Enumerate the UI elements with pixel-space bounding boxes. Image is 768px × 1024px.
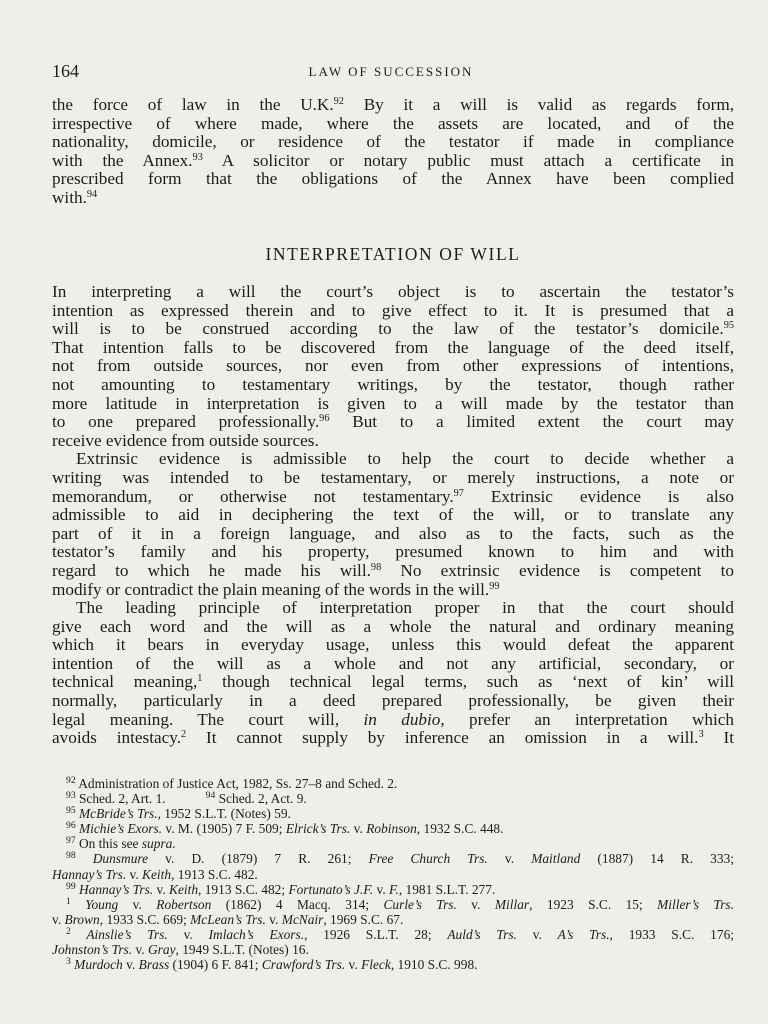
paragraph [52, 283, 734, 450]
text-line: In interpreting a will the court’s object is to ascertain the testator’s [52, 282, 734, 301]
text-line: testator’s family and his property, presumed known to him and with [52, 542, 734, 562]
text-line: intention as expressed therein and to give effect to it. It is presumed that a [52, 300, 734, 320]
text-line: Extrinsic evidence is admissible to help the court to decide whether a [76, 449, 734, 469]
footnote-ref: 1 [197, 673, 203, 685]
text-line: not from outside sources, nor even from other expressions of intentions, [52, 356, 734, 376]
section-heading: INTERPRETATION OF WILL [265, 244, 521, 264]
footnote-ref: 96 [319, 412, 330, 424]
text-line: writing was intended to be testamentary, or merely instructions, a note or [52, 467, 734, 487]
footnote-1: $^1$ Young v. Robertson (1862) 4 Macq. 314; Curle’s Trs. v. Millar, 1923 S.C. 15; Miller’s Trs. [66, 895, 734, 912]
text-line: to one prepared professionally.$^{96}$ But to a limited extent the court may [52, 412, 734, 432]
text-line: not amounting to testamentary writings, by the testator, though rather [52, 374, 734, 394]
page-number: 164 [52, 61, 79, 81]
footnote-ref: 98 [370, 561, 382, 573]
footnote-98: $^{98}$ Dunsmure v. D. (1879) 7 R. 261; Free Church Trs. v. Maitland (1887) 14 R. 333; [66, 850, 734, 867]
footnote-ref: 3 [698, 729, 704, 741]
footnote-ref: 95 [723, 320, 734, 331]
text-line: admissible to aid in deciphering the text of the will, or to translate any [52, 505, 734, 525]
text-line: will is to be construed according to the law of the testator’s domicile.$^{95}$ [52, 319, 734, 339]
text-line: regard to which he made his will.$^{98}$ No extrinsic evidence is competent to [52, 560, 734, 580]
text-line: The leading principle of interpretation proper in that the court should [76, 598, 734, 618]
footnote-2-cont: Johnston’s Trs. v. Gray, 1949 S.L.T. (Notes) 16. [52, 942, 309, 958]
text-line: legal meaning. The court will, in dubio, prefer an interpretation which [52, 709, 734, 729]
text-line: with the Annex.$^{93}$ A solicitor or notary public must attach a certificate in [52, 150, 734, 170]
footnote-97: $^{97}$ On this see supra. [66, 835, 176, 852]
footnote-ref: 92 [333, 95, 344, 107]
running-head: LAW OF SUCCESSION [308, 64, 474, 79]
footnotes [52, 776, 734, 972]
text-line: modify or contradict the plain meaning of the words in the will.$^{99}$ [52, 579, 500, 599]
paragraph [52, 450, 734, 599]
text-line: nationality, domicile, or residence of the testator if made in compliance [52, 132, 734, 152]
text-line: part of it in a foreign language, and also as to the facts, such as the [52, 523, 734, 543]
top-paragraph [52, 96, 734, 208]
text-line: receive evidence from outside sources. [52, 430, 319, 450]
footnote-2: $^2$ Ainslie’s Trs. v. Imlach’s Exors., 1926 S.L.T. 28; Auld’s Trs. v. A’s Trs., 1933 S.C. 176; [66, 926, 734, 942]
footnote-99: $^{99}$ Hannay’s Trs. v. Keith, 1913 S.C. 482; Fortunato’s J.F. v. F., 1981 S.L.T. 277. [66, 880, 496, 897]
footnote-ref: 94 [86, 188, 98, 200]
footnote-95: $^{95}$ McBride’s Trs., 1952 S.L.T. (Notes) 59. [66, 805, 291, 822]
text-line: That intention falls to be discovered from the language of the deed itself, [52, 337, 734, 357]
text-line: more latitude in interpretation is given to a will made by the testator than [52, 393, 734, 413]
footnote-98-cont: Hannay’s Trs. v. Keith, 1913 S.C. 482. [52, 866, 258, 882]
footnote-ref: 93 [192, 151, 203, 163]
footnote-93-94: $^{93}$ Sched. 2, Art. 1. $^{94}$ Sched. 2, Act. 9. [66, 790, 307, 807]
text-line: avoids intestacy.$^2$ It cannot supply by inference an omission in a will.$^3$ It [52, 728, 734, 748]
footnote-ref: 2 [181, 729, 187, 741]
footnote-1-cont: v. Brown, 1933 S.C. 669; McLean’s Trs. v. McNair, 1969 S.C. 67. [52, 911, 404, 927]
main-text [52, 283, 734, 748]
text-line: memorandum, or otherwise not testamentary.$^{97}$ Extrinsic evidence is also [52, 486, 734, 506]
footnote-ref: 97 [453, 487, 464, 499]
text-line: with.$^{94}$ [52, 187, 98, 207]
text-line: intention of the will as a whole and not any artificial, secondary, or [52, 653, 734, 673]
paragraph [52, 599, 734, 748]
text-line: normally, particularly in a deed prepared professionally, be given their [52, 691, 734, 711]
text-line: the force of law in the U.K.$^{92}$ By it a will is valid as regards form, [52, 95, 734, 114]
footnote-96: $^{96}$ Michie’s Exors. v. M. (1905) 7 F. 509; Elrick’s Trs. v. Robinson, 1932 S.C. 448. [66, 820, 504, 837]
text-line: prescribed form that the obligations of the Annex have been complied [52, 169, 734, 189]
footnote-92: $^{92}$ Administration of Justice Act, 1982, Ss. 27–8 and Sched. 2. [66, 775, 398, 791]
italic-phrase: in dubio [363, 709, 441, 729]
footnote-ref: 99 [489, 580, 500, 592]
text-line: give each word and the will as a whole the natural and ordinary meaning [52, 616, 734, 636]
text-line: irrespective of where made, where the assets are located, and of the [52, 113, 734, 133]
footnote-3: $^3$ Murdoch v. Brass (1904) 6 F. 841; Crawford’s Trs. v. Fleck, 1910 S.C. 998. [66, 956, 478, 973]
text-line: which it bears in everyday usage, unless this would defeat the apparent [52, 635, 734, 655]
text-line: technical meaning,$^1$ though technical legal terms, such as ‘next of kin’ will [52, 672, 734, 692]
